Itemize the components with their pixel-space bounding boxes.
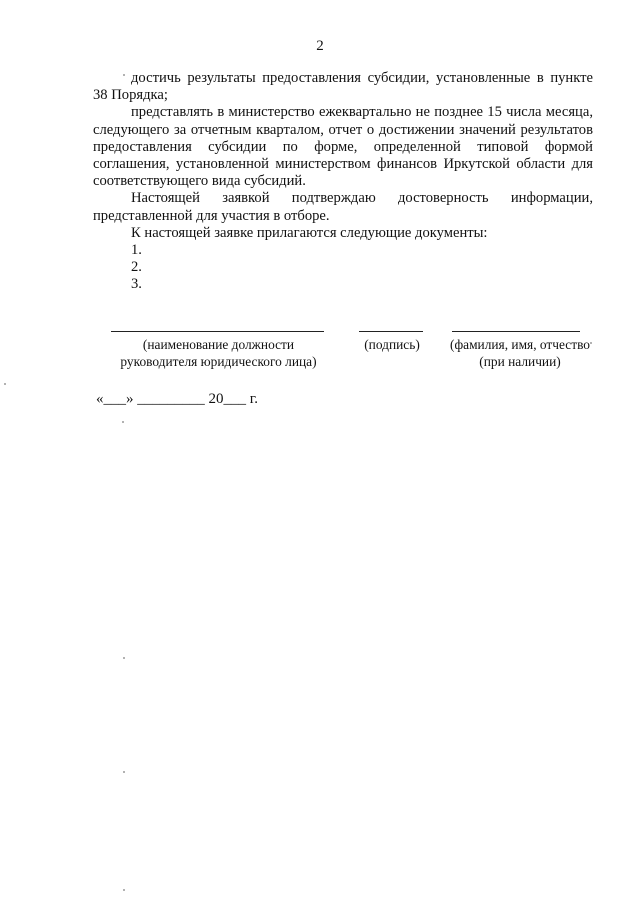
position-caption-line-2: руководителя юридического лица): [120, 354, 317, 369]
scan-speck: [4, 383, 6, 385]
scan-speck: [123, 889, 125, 891]
date-line: «___» _________ 20___ г.: [96, 391, 258, 407]
attachment-item-3: 3.: [131, 276, 142, 293]
paragraph-achieve-results: достичь результаты предоставления субсидии, установленные в пункте 38 Порядка;: [93, 70, 593, 104]
paragraph-confirmation: Настоящей заявкой подтверждаю достоверность информации, представленной для участия в отборе.: [93, 190, 593, 224]
attachment-item-1: 1.: [131, 242, 142, 259]
position-signature-line: [111, 331, 324, 332]
name-caption: [440, 336, 600, 370]
scan-speck: [123, 657, 125, 659]
signature-line: [359, 331, 423, 332]
scan-speck: [122, 421, 124, 423]
name-caption-line-2: (при наличии): [479, 354, 561, 369]
scan-speck: [123, 771, 125, 773]
paragraph-quarterly-report: представлять в министерство ежеквартально не позднее 15 числа месяца, следующего за отчетным кварталом, отчет о достижении значений результатов предоставления субсидии по форме, определенной типовой формой соглашения, установленной министерством финансов Иркутской области для соответствующего вида субсидий.: [93, 104, 593, 190]
attachment-item-2: 2.: [131, 259, 142, 276]
document-body: [93, 70, 593, 294]
signature-caption: (подпись): [364, 337, 420, 352]
name-signature-line: [452, 331, 580, 332]
paragraph-attachments-intro: К настоящей заявке прилагаются следующие документы:: [131, 224, 488, 241]
position-caption-line-1: (наименование должности: [142, 337, 295, 352]
scan-speck: [590, 342, 592, 344]
name-caption-line-1: (фамилия, имя, отчество: [449, 337, 591, 352]
page-number: 2: [316, 38, 324, 54]
position-caption: [106, 336, 331, 370]
scan-speck: [123, 74, 125, 76]
